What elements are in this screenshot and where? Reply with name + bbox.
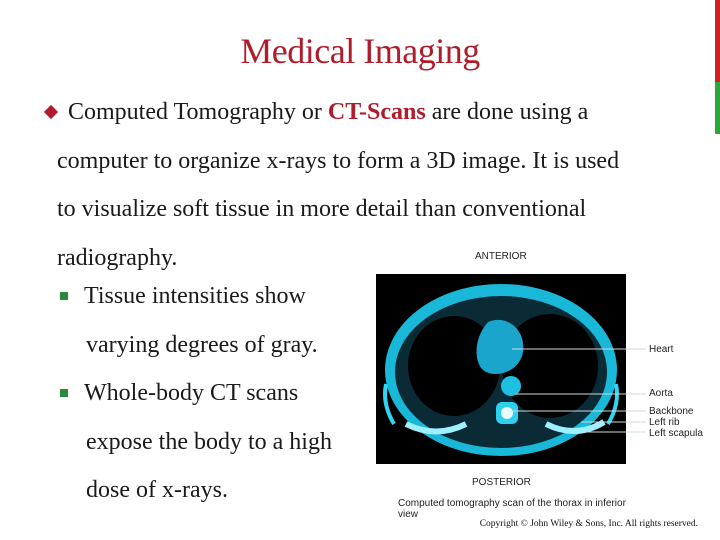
- sub-bullet-1: [60, 272, 380, 369]
- sub-bullet-2-line-2: expose the body to a high: [86, 428, 332, 455]
- edge-accent-green: [715, 82, 720, 134]
- sub-bullet-2: [60, 369, 380, 515]
- main-bullet-line-2: computer to organize x-rays to form a 3D image. It is used: [57, 147, 620, 174]
- figure-label-posterior: POSTERIOR: [472, 477, 531, 488]
- main-bullet-line-3: to visualize soft tissue in more detail than conventional: [57, 196, 587, 222]
- main-bullet-text-before: Computed Tomography or: [68, 99, 328, 125]
- sub-bullet-2-line-3: dose of x-rays.: [86, 477, 228, 503]
- figure-label-heart: Heart: [649, 344, 674, 355]
- main-bullet-line-4: radiography.: [57, 244, 178, 271]
- figure-label-aorta: Aorta: [649, 388, 673, 399]
- main-bullet-first-line: [20, 88, 707, 137]
- square-bullet-icon: [60, 389, 68, 397]
- copyright-notice: Copyright © John Wiley & Sons, Inc. All rights reserved.: [479, 519, 698, 529]
- sub-bullet-1-line-1: Tissue intensities show: [84, 283, 306, 309]
- figure-label-anterior: ANTERIOR: [475, 251, 527, 262]
- figure-label-left-scapula: Left scapula: [649, 428, 703, 439]
- sub-bullet-2-line-1: Whole-body CT scans: [84, 380, 299, 406]
- diamond-bullet-icon: [44, 105, 58, 119]
- main-bullet-text-after: are done using a: [425, 99, 589, 125]
- sub-bullet-1-line-2: varying degrees of gray.: [86, 331, 318, 358]
- figure-caption: Computed tomography scan of the thorax in inferior view: [398, 498, 626, 520]
- slide-title: Medical Imaging: [240, 31, 480, 71]
- figure-label-backbone: Backbone: [649, 406, 694, 417]
- ct-scan-figure: [376, 246, 716, 536]
- figure-label-left-rib: Left rib: [649, 417, 680, 428]
- main-bullet-highlight: CT-Scans: [327, 99, 426, 125]
- square-bullet-icon: [60, 292, 68, 300]
